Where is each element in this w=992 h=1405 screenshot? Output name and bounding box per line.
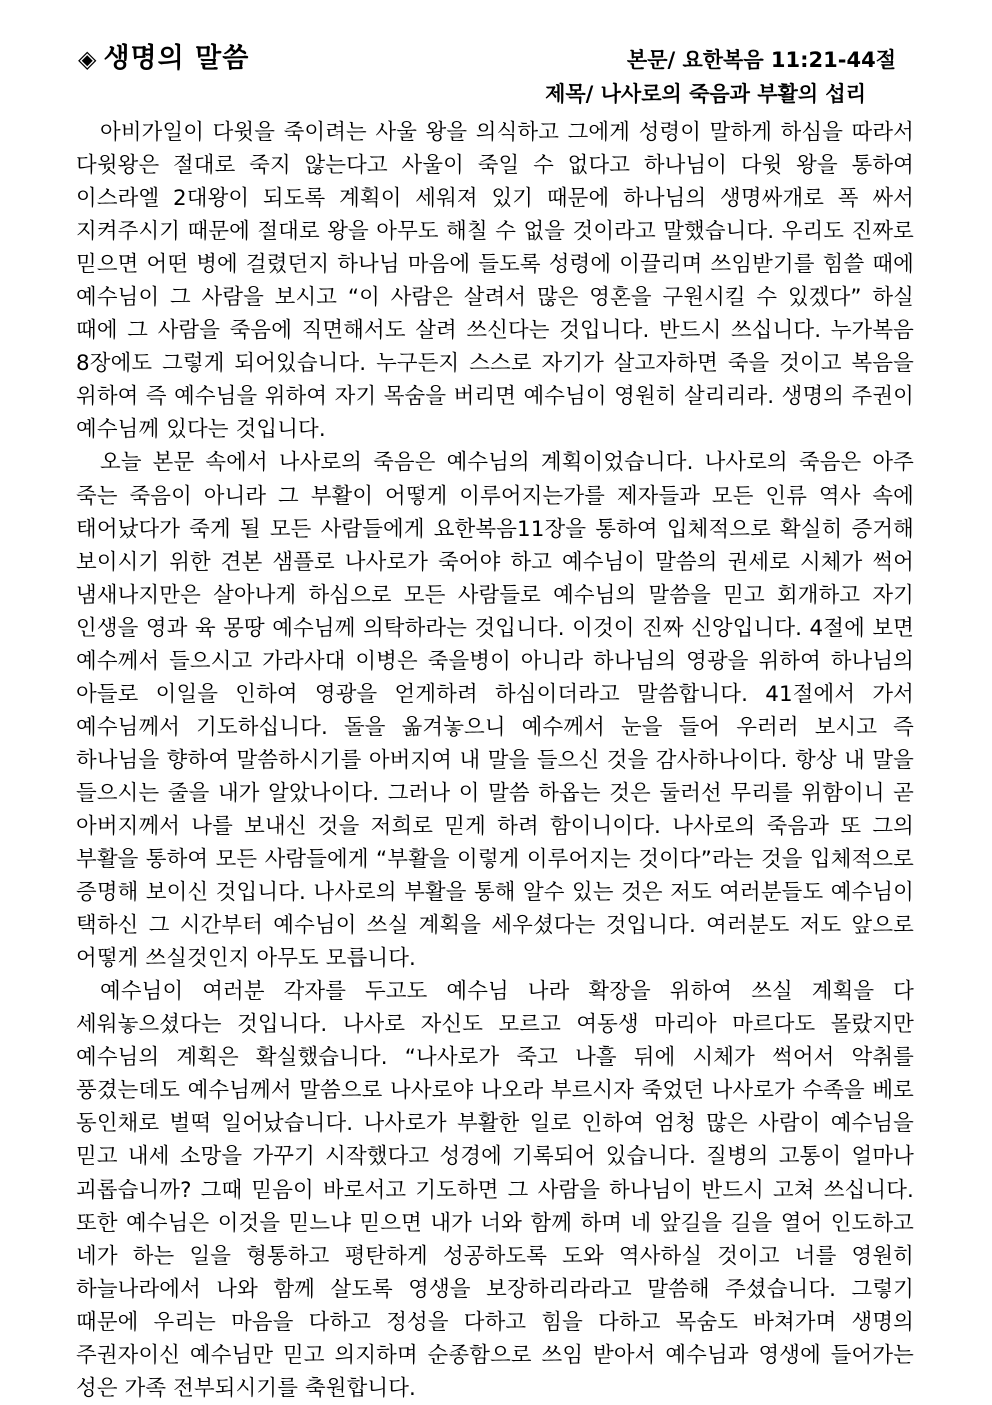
paragraph-2: 오늘 본문 속에서 나사로의 죽음은 예수님의 계획이었습니다. 나사로의 죽음은 아주 죽는 죽음이 아니라 그 부활이 어떻게 이루어지는가를 제자들과 모든 인류 역사 속에 태어났다가 죽게 될 모든 사람들에게 요한복음11장을 통하여 입체적으로 확실히 증거해 보이시기 위한 견본 샘플로 나사로가 죽어야 하고 예수님이 말씀의 권세로 시체가 썩어 냄새나지만은 살아나게 하심으로 모든 사람들로 예수님의 말씀을 믿고 회개하고 자기 인생을 영과 육 몽땅 예수님께 의탁하라는 것입니다. 이것이 진짜 신앙입니다. 4절에 보면 예수께서 들으시고 가라사대 이병은 죽을병이 아니라 하나님의 영광을 위하여 하나님의 아들로 이일을 인하여 영광을 얻게하려 하심이더라고 말씀합니다. 41절에서 가서 예수님께서 기도하십니다. 돌을 옮겨놓으니 예수께서 눈을 들어 우러러 보시고 즉 하나님을 향하여 말씀하시기를 아버지여 내 말을 들으신 것을 감사하나이다. 항상 내 말을 들으시는 줄을 내가 알았나이다. 그러나 이 말씀 하옵는 것은 둘러선 무리를 위함이니 곧 아버지께서 나를 보내신 것을 저희로 믿게 하려 함이니이다. 나사로의 죽음과 또 그의 부활을 통하여 모든 사람들에게 “부활을 이렇게 이루어지는 것이다”라는 것을 입체적으로 증명해 보이신 것입니다. 나사로의 부활을 통해 알수 있는 것은 저도 여러분들도 예수님이 택하신 그 시간부터 예수님이 쓰실 계획을 세우셨다는 것입니다. 여러분도 저도 앞으로 어떻게 쓰실것인지 아무도 모릅니다.: [76, 450, 914, 972]
sermon-subject: 제목/ 나사로의 죽음과 부활의 섭리: [545, 82, 866, 106]
sermon-body: [76, 116, 914, 1405]
paragraph-3: 예수님이 여러분 각자를 두고도 예수님 나라 확장을 위하여 쓰실 계획을 다 세워놓으셨다는 것입니다. 나사로 자신도 모르고 여동생 마리아 마르다도 몰랐지만 예수님의 계획은 확실했습니다. “나사로가 죽고 나흘 뒤에 시체가 썩어서 악취를 풍겼는데도 예수님께서 말씀으로 나사로야 나오라 부르시자 죽었던 나사로가 수족을 베로 동인채로 벌떡 일어났습니다. 나사로가 부활한 일로 인하여 엄청 많은 사람이 예수님을 믿고 내세 소망을 가꾸기 시작했다고 성경에 기록되어 있습니다. 질병의 고통이 얼마나 괴롭습니까? 그때 믿음이 바로서고 기도하면 그 사람을 하나님이 반드시 고쳐 쓰십니다. 또한 예수님은 이것을 믿느냐 믿으면 내가 너와 함께 하며 네 앞길을 길을 열어 인도하고 네가 하는 일을 형통하고 평탄하게 성공하도록 도와 역사하실 것이고 너를 영원히 하늘나라에서 나와 함께 살도록 영생을 보장하리라라고 말씀해 주셨습니다. 그렇기 때문에 우리는 마음을 다하고 정성을 다하고 힘을 다하고 목숨도 바쳐가며 생명의 주권자이신 예수님만 믿고 의지하며 순종함으로 쓰임 받아서 예수님과 영생에 들어가는 성은 가족 전부되시기를 축원합니다.: [76, 979, 914, 1401]
diamond-icon: ◈: [78, 45, 98, 73]
scripture-reference: 본문/ 요한복음 11:21-44절: [626, 48, 896, 72]
paragraph-1: 아비가일이 다윗을 죽이려는 사울 왕을 의식하고 그에게 성령이 말하게 하심을 따라서 다윗왕은 절대로 죽지 않는다고 사울이 죽일 수 없다고 하나님이 다윗 왕을 통하여 이스라엘 2대왕이 되도록 계획이 세워져 있기 때문에 하나님의 생명싸개로 폭 싸서 지켜주시기 때문에 절대로 왕을 아무도 해칠 수 없을 것이라고 말했습니다. 우리도 진짜로 믿으면 어떤 병에 걸렸던지 하나님 마음에 들도록 성령에 이끌리며 쓰임받기를 힘쓸 때에 예수님이 그 사람을 보시고 “이 사람은 살려서 많은 영혼을 구원시킬 수 있겠다” 하실 때에 그 사람을 죽음에 직면해서도 살려 쓰신다는 것입니다. 반드시 쓰십니다. 누가복음 8장에도 그렇게 되어있습니다. 누구든지 스스로 자기가 살고자하면 죽을 것이고 복음을 위하여 즉 예수님을 위하여 자기 목숨을 버리면 예수님이 영원히 살리리라. 생명의 주권이 예수님께 있다는 것입니다.: [76, 120, 914, 443]
title-text: 생명의 말씀: [103, 43, 250, 74]
page-title: [78, 36, 249, 75]
